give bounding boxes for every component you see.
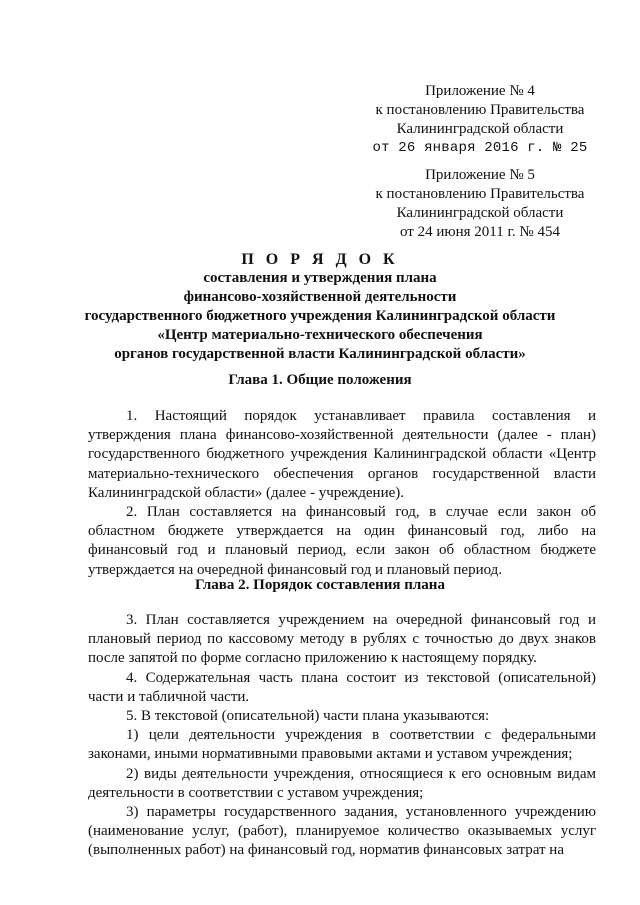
annex-4-region: Калининградской области (396, 121, 564, 137)
annex-4-header (355, 82, 605, 158)
paragraph: 3) параметры государственного задания, установленного учреждению (наименование услуг, (работ), планируемое количество оказываемых услуг (выполненных работ) на финансовый год, норматив финансовых затрат на (88, 804, 596, 859)
paragraph: 2) виды деятельности учреждения, относящиеся к его основным видам деятельности в соответствии с уставом учреждения; (88, 765, 596, 801)
annex-4-number: Приложение № 4 (425, 83, 535, 99)
paragraph: 4. Содержательная часть плана состоит из текстовой (описательной) части и табличной части. (88, 669, 596, 705)
title-line: составления и утверждения плана (203, 270, 437, 286)
title-line: органов государственной власти Калининградской области» (114, 346, 526, 362)
paragraph: 5. В текстовой (описательной) части плана указываются: (126, 708, 490, 725)
document-title (40, 250, 600, 364)
annex-4-date: от 26 января 2016 г. № 25 (372, 140, 588, 156)
chapter-2-body (88, 611, 596, 861)
annex-5-number: Приложение № 5 (425, 167, 535, 183)
annex-5-region: Калининградской области (396, 205, 564, 221)
annex-5-date: от 24 июня 2011 г. № 454 (400, 224, 560, 240)
paragraph: 1. Настоящий порядок устанавливает правила составления и утверждения плана финансово-хозяйственной деятельности (далее - план) государственного бюджетного учреждения Калининградской области «Центр материально-технического обеспечения органов государственной власти Калининградской области» (далее - учреждение). (88, 408, 596, 501)
annex-5-header (355, 166, 605, 242)
chapter-1-body (88, 407, 596, 580)
paragraph: 2. План составляется на финансовый год, в случае если закон об областном бюджете утверждается на один финансовый год, либо на финансовый год и плановый период, если закон об областном бюджете утверждается на очередной финансовый год и плановый период. (88, 504, 596, 578)
title-line: «Центр материально-технического обеспечения (157, 327, 483, 343)
title-heading: П О Р Я Д О К (241, 251, 399, 268)
chapter-1-heading: Глава 1. Общие положения (228, 372, 412, 388)
annex-4-resolution: к постановлению Правительства (375, 102, 585, 118)
paragraph: 1) цели деятельности учреждения в соответствии с федеральными законами, иными нормативными правовыми актами и уставом учреждения; (88, 727, 596, 763)
title-line: государственного бюджетного учреждения Калининградской области (84, 308, 556, 324)
title-line: финансово-хозяйственной деятельности (183, 289, 457, 305)
paragraph: 3. План составляется учреждением на очередной финансовый год и плановый период по кассовому методу в рублях с точностью до двух знаков после запятой по форме согласно приложению к настоящему порядку. (88, 612, 596, 667)
chapter-2-heading: Глава 2. Порядок составления плана (195, 577, 445, 593)
annex-5-resolution: к постановлению Правительства (375, 186, 585, 202)
